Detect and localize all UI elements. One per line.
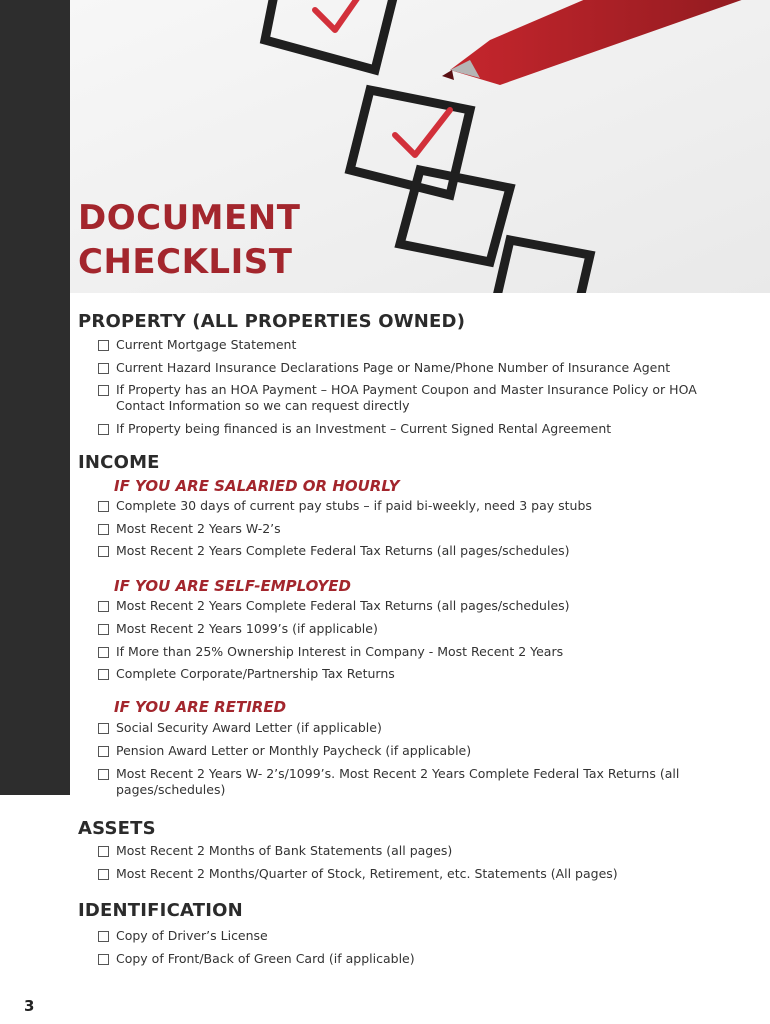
checkbox-icon[interactable] xyxy=(98,846,109,857)
checklist-item[interactable]: Most Recent 2 Months of Bank Statements (all pages) xyxy=(98,843,748,859)
checkbox-icon[interactable] xyxy=(98,363,109,374)
checkbox-icon[interactable] xyxy=(98,501,109,512)
checkbox-icon[interactable] xyxy=(98,624,109,635)
checklist-item[interactable]: Social Security Award Letter (if applicable) xyxy=(98,720,748,736)
checkbox-icon[interactable] xyxy=(98,647,109,658)
subheading-retired: IF YOU ARE RETIRED xyxy=(114,698,287,716)
checklist-item[interactable]: Current Hazard Insurance Declarations Page or Name/Phone Number of Insurance Agent xyxy=(98,360,748,376)
checkbox-icon[interactable] xyxy=(98,546,109,557)
section-heading-identification: IDENTIFICATION xyxy=(78,900,243,921)
checkbox-icon[interactable] xyxy=(98,746,109,757)
checkbox-icon[interactable] xyxy=(98,669,109,680)
checklist-item[interactable]: Most Recent 2 Years Complete Federal Tax Returns (all pages/schedules) xyxy=(98,543,748,559)
checkbox-icon[interactable] xyxy=(98,424,109,435)
checklist-item[interactable]: Copy of Front/Back of Green Card (if applicable) xyxy=(98,951,748,967)
checkbox-icon[interactable] xyxy=(98,601,109,612)
checklist-item[interactable]: Copy of Driver’s License xyxy=(98,928,748,944)
checklist-item[interactable]: Complete 30 days of current pay stubs – if paid bi-weekly, need 3 pay stubs xyxy=(98,498,748,514)
checklist-item[interactable]: Most Recent 2 Years W-2’s xyxy=(98,521,748,537)
section-heading-assets: ASSETS xyxy=(78,818,156,839)
checklist-item[interactable]: Complete Corporate/Partnership Tax Returns xyxy=(98,666,748,682)
checkbox-icon[interactable] xyxy=(98,931,109,942)
section-heading-income: INCOME xyxy=(78,452,160,473)
title-line-2: CHECKLIST xyxy=(78,242,293,282)
checklist-item[interactable]: Pension Award Letter or Monthly Paycheck (if applicable) xyxy=(98,743,748,759)
subheading-self-employed: IF YOU ARE SELF-EMPLOYED xyxy=(114,577,351,595)
page-title xyxy=(78,196,300,284)
checkbox-icon[interactable] xyxy=(98,769,109,780)
subheading-salaried: IF YOU ARE SALARIED OR HOURLY xyxy=(114,477,400,495)
checklist-item[interactable]: Current Mortgage Statement xyxy=(98,337,748,353)
title-line-1: DOCUMENT xyxy=(78,198,301,238)
checkbox-icon[interactable] xyxy=(98,869,109,880)
checklist-item[interactable]: If Property being financed is an Investment – Current Signed Rental Agreement xyxy=(98,421,748,437)
checkbox-icon[interactable] xyxy=(98,723,109,734)
checklist-item[interactable]: Most Recent 2 Years W- 2’s/1099’s. Most Recent 2 Years Complete Federal Tax Returns (all pages/schedules) xyxy=(98,766,748,798)
checklist-item[interactable]: If More than 25% Ownership Interest in Company - Most Recent 2 Years xyxy=(98,644,748,660)
checkbox-icon[interactable] xyxy=(98,340,109,351)
checklist-item[interactable]: Most Recent 2 Years 1099’s (if applicable) xyxy=(98,621,748,637)
section-heading-property: PROPERTY (ALL PROPERTIES OWNED) xyxy=(78,311,466,332)
sidebar-bar xyxy=(0,0,70,795)
checkbox-icon[interactable] xyxy=(98,954,109,965)
checklist-item[interactable]: Most Recent 2 Years Complete Federal Tax Returns (all pages/schedules) xyxy=(98,598,748,614)
checkbox-icon[interactable] xyxy=(98,385,109,396)
checklist-item[interactable]: Most Recent 2 Months/Quarter of Stock, Retirement, etc. Statements (All pages) xyxy=(98,866,748,882)
checklist-item[interactable]: If Property has an HOA Payment – HOA Payment Coupon and Master Insurance Policy or HOA Contact Information so we can request directly xyxy=(98,382,748,414)
checkbox-icon[interactable] xyxy=(98,524,109,535)
page-number: 3 xyxy=(24,997,35,1015)
